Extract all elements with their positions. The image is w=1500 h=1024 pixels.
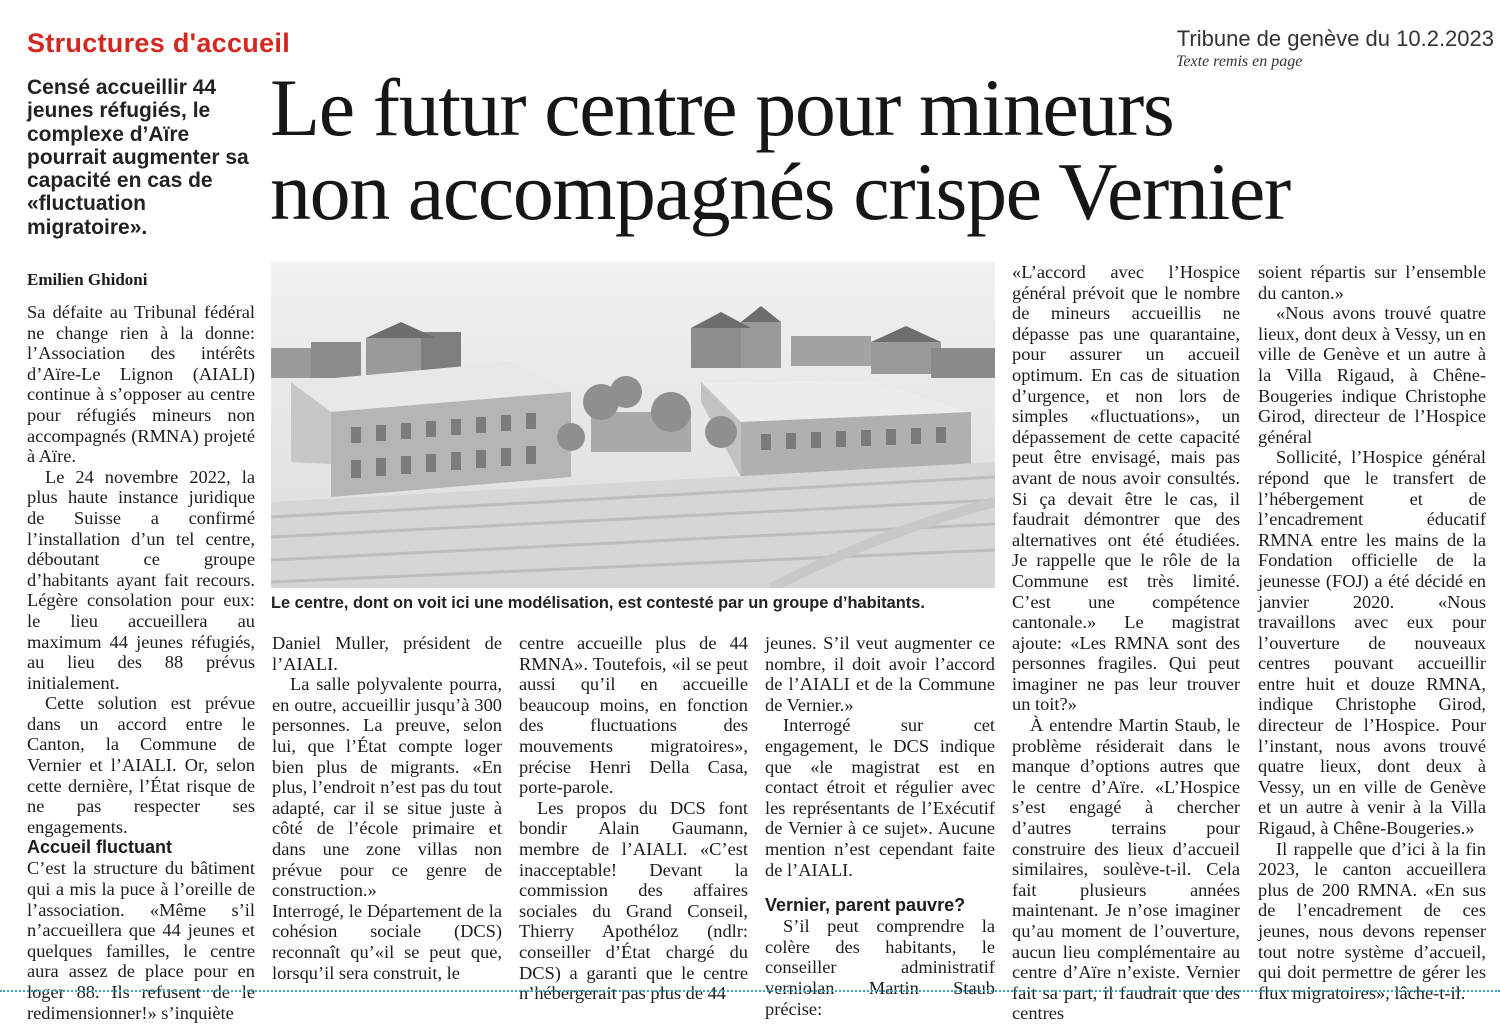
paragraph: Interrogé sur cet engagement, le DCS indique que «le magistrat est en contact étroit et régulier avec les représentants de l’Exécutif de Vernier à ce sujet». Aucune mention n’est cependant faite de l’AIALI. <box>765 715 995 880</box>
lead-paragraph: Censé accueillir 44 jeunes réfugiés, le complexe d’Aïre pourrait augmenter sa capacité en cas de «fluctuation migratoire». <box>27 76 249 239</box>
paragraph: Sollicité, l’Hospice général répond que le transfert de l’hébergement et de l’encadrement éducatif RMNA entre les mains de la Fondation officielle de la jeunesse (FOJ) a été décidé en janvier 2020. «Nous travaillons avec eux pour l’ouverture de nouveaux centres pouvant accueillir entre huit et douze RMNA, indique Christophe Girod, directeur de l’Hospice. Pour l’instant, nous avons trouvé quatre lieux, dont deux à Vessy, un en ville de Genève et un autre à venir à la Villa Rigaud, à Chêne-Bougeries.» <box>1258 447 1486 839</box>
paragraph: Daniel Muller, président de l’AIALI. <box>272 633 502 674</box>
headline-line-2: non accompagnés crispe Vernier <box>270 146 1290 237</box>
paragraph: «Nous avons trouvé quatre lieux, dont deux à Vessy, un en ville de Genève et un autre à la Villa Rigaud, à Chêne-Bougeries indique Christophe Girod, directeur de l’Hospice général <box>1258 303 1486 447</box>
article-column-2 <box>272 633 502 983</box>
subheading-vernier: Vernier, parent pauvre? <box>765 895 966 916</box>
subheading-accueil-fluctuant: Accueil fluctuant <box>27 837 173 858</box>
paragraph: Les propos du DCS font bondir Alain Gaumann, membre de l’AIALI. «C’est inacceptable! Devant la commission des affaires sociales du Grand Conseil, Thierry Apothéloz (ndlr: conseiller d’État chargé du DCS) a garanti que le centre n’hébergerait pas plus de 44 <box>519 797 748 1004</box>
headline-line-1: Le futur centre pour mineurs <box>270 62 1174 153</box>
article-column-5 <box>1012 262 1240 1024</box>
paragraph: À entendre Martin Staub, le problème résiderait dans le manque d’options autres que le centre d’Aïre. «L’Hospice s’est engagé à chercher d’autres terrains pour construire des lieux d’accueil similaires, soulève-t-il. Cela fait plusieurs années maintenant. Je n’ose imaginer qu’au moment de l’ouverture, aucun lieu complémentaire au centre d’Aïre n’existe. Vernier fait sa part, il faudrait que des centres <box>1012 715 1240 1024</box>
paragraph: Le 24 novembre 2022, la plus haute instance juridique de Suisse a confirmé l’installation d’un tel centre, déboutant ce groupe d’habitants ayant fait recours. Légère consolation pour eux: le lieu accueillera au maximum 44 jeunes réfugiés, au lieu des 88 prévus initialement. <box>27 466 255 693</box>
author-byline: Emilien Ghidoni <box>27 270 148 289</box>
paragraph: centre accueille plus de 44 RMNA». Toutefois, «il se peut aussi qu’il en accueille beaucoup moins, en fonction des fluctuations des mouvements migratoires», précise Henri Della Casa, porte-parole. <box>519 633 748 798</box>
bottom-border <box>0 990 1500 994</box>
paragraph: «L’accord avec l’Hospice général prévoit que le nombre de mineurs accueillis ne dépasse pas une quarantaine, pour assurer un accueil optimum. En cas de situation d’urgence, et non lors de simples «fluctuations», un dépassement de cette capacité peut être envisagé, mais pas avant de nous avoir consultés. Si ça devait être le cas, il faudrait démontrer que des alternatives ont été étudiées. Je rappelle que le rôle de la Commune est très limité. C’est une compétence cantonale.» Le magistrat ajoute: «Les RMNA sont des personnes fragiles. Qui peut imaginer ne pas leur trouver un toit?» <box>1012 262 1240 715</box>
source-line: Tribune de genève du 10.2.2023 <box>1176 26 1494 51</box>
article-column-3 <box>519 633 748 1004</box>
paragraph: Sa défaite au Tribunal fédéral ne change rien à la donne: l’Association des intérêts d’Aïre-Le Lignon (AIALI) continue à s’opposer au centre pour réfugiés mineurs non accompagnés (RMNA) projeté à Aïre. <box>27 302 255 467</box>
article-column-4 <box>765 633 995 1019</box>
headline <box>270 62 1490 237</box>
section-rubric: Structures d'accueil <box>27 28 291 58</box>
source-note: Texte remis en page <box>1176 53 1303 70</box>
paragraph: Cette solution est prévue dans un accord entre le Canton, la Commune de Vernier et l’AIALI. Or, selon cette dernière, l’État risque de ne pas respecter ses engagements. <box>27 693 255 837</box>
article-column-1 <box>27 270 255 1023</box>
article-column-6 <box>1258 262 1486 1003</box>
building-rendering-image <box>271 262 995 588</box>
paragraph: Interrogé, le Département de la cohésion sociale (DCS) reconnaît qu’«il se peut que, lorsqu’il sera construit, le <box>272 900 502 983</box>
paragraph: La salle polyvalente pourra, en outre, accueillir jusqu’à 300 personnes. La preuve, selon lui, que l’État compte loger bien plus de migrants. «En plus, l’endroit n’est pas du tout adapté, car il se situe juste à côté de l’école primaire et dans une zone villas non prévue pour ce genre de construction.» <box>272 674 502 901</box>
paragraph: C’est la structure du bâtiment qui a mis la puce à l’oreille de l’association. «Même s’il n’accueillera que 44 jeunes et quelques familles, le centre aura assez de place pour en loger 88. Ils refusent de le redimensionner!» s’inquiète <box>27 858 255 1023</box>
paragraph: soient répartis sur l’ensemble du canton.» <box>1258 262 1486 303</box>
image-caption: Le centre, dont on voit ici une modélisation, est contesté par un groupe d’habitants. <box>271 594 925 612</box>
paragraph: jeunes. S’il veut augmenter ce nombre, il doit avoir l’accord de l’AIALI et de la Commune de Vernier.» <box>765 633 995 715</box>
rendering-illustration <box>271 262 995 588</box>
paragraph: S’il peut comprendre la colère des habitants, le conseiller administratif verniolan Martin Staub précise: <box>765 916 995 1019</box>
paragraph: Il rappelle que d’ici à la fin 2023, le canton accueillera plus de 200 RMNA. «En sus de l’encadrement de ces jeunes, nous devons repenser tout notre système d’accueil, qui doit permettre de gérer les flux migratoires», lâche-t-il. <box>1258 838 1486 1003</box>
